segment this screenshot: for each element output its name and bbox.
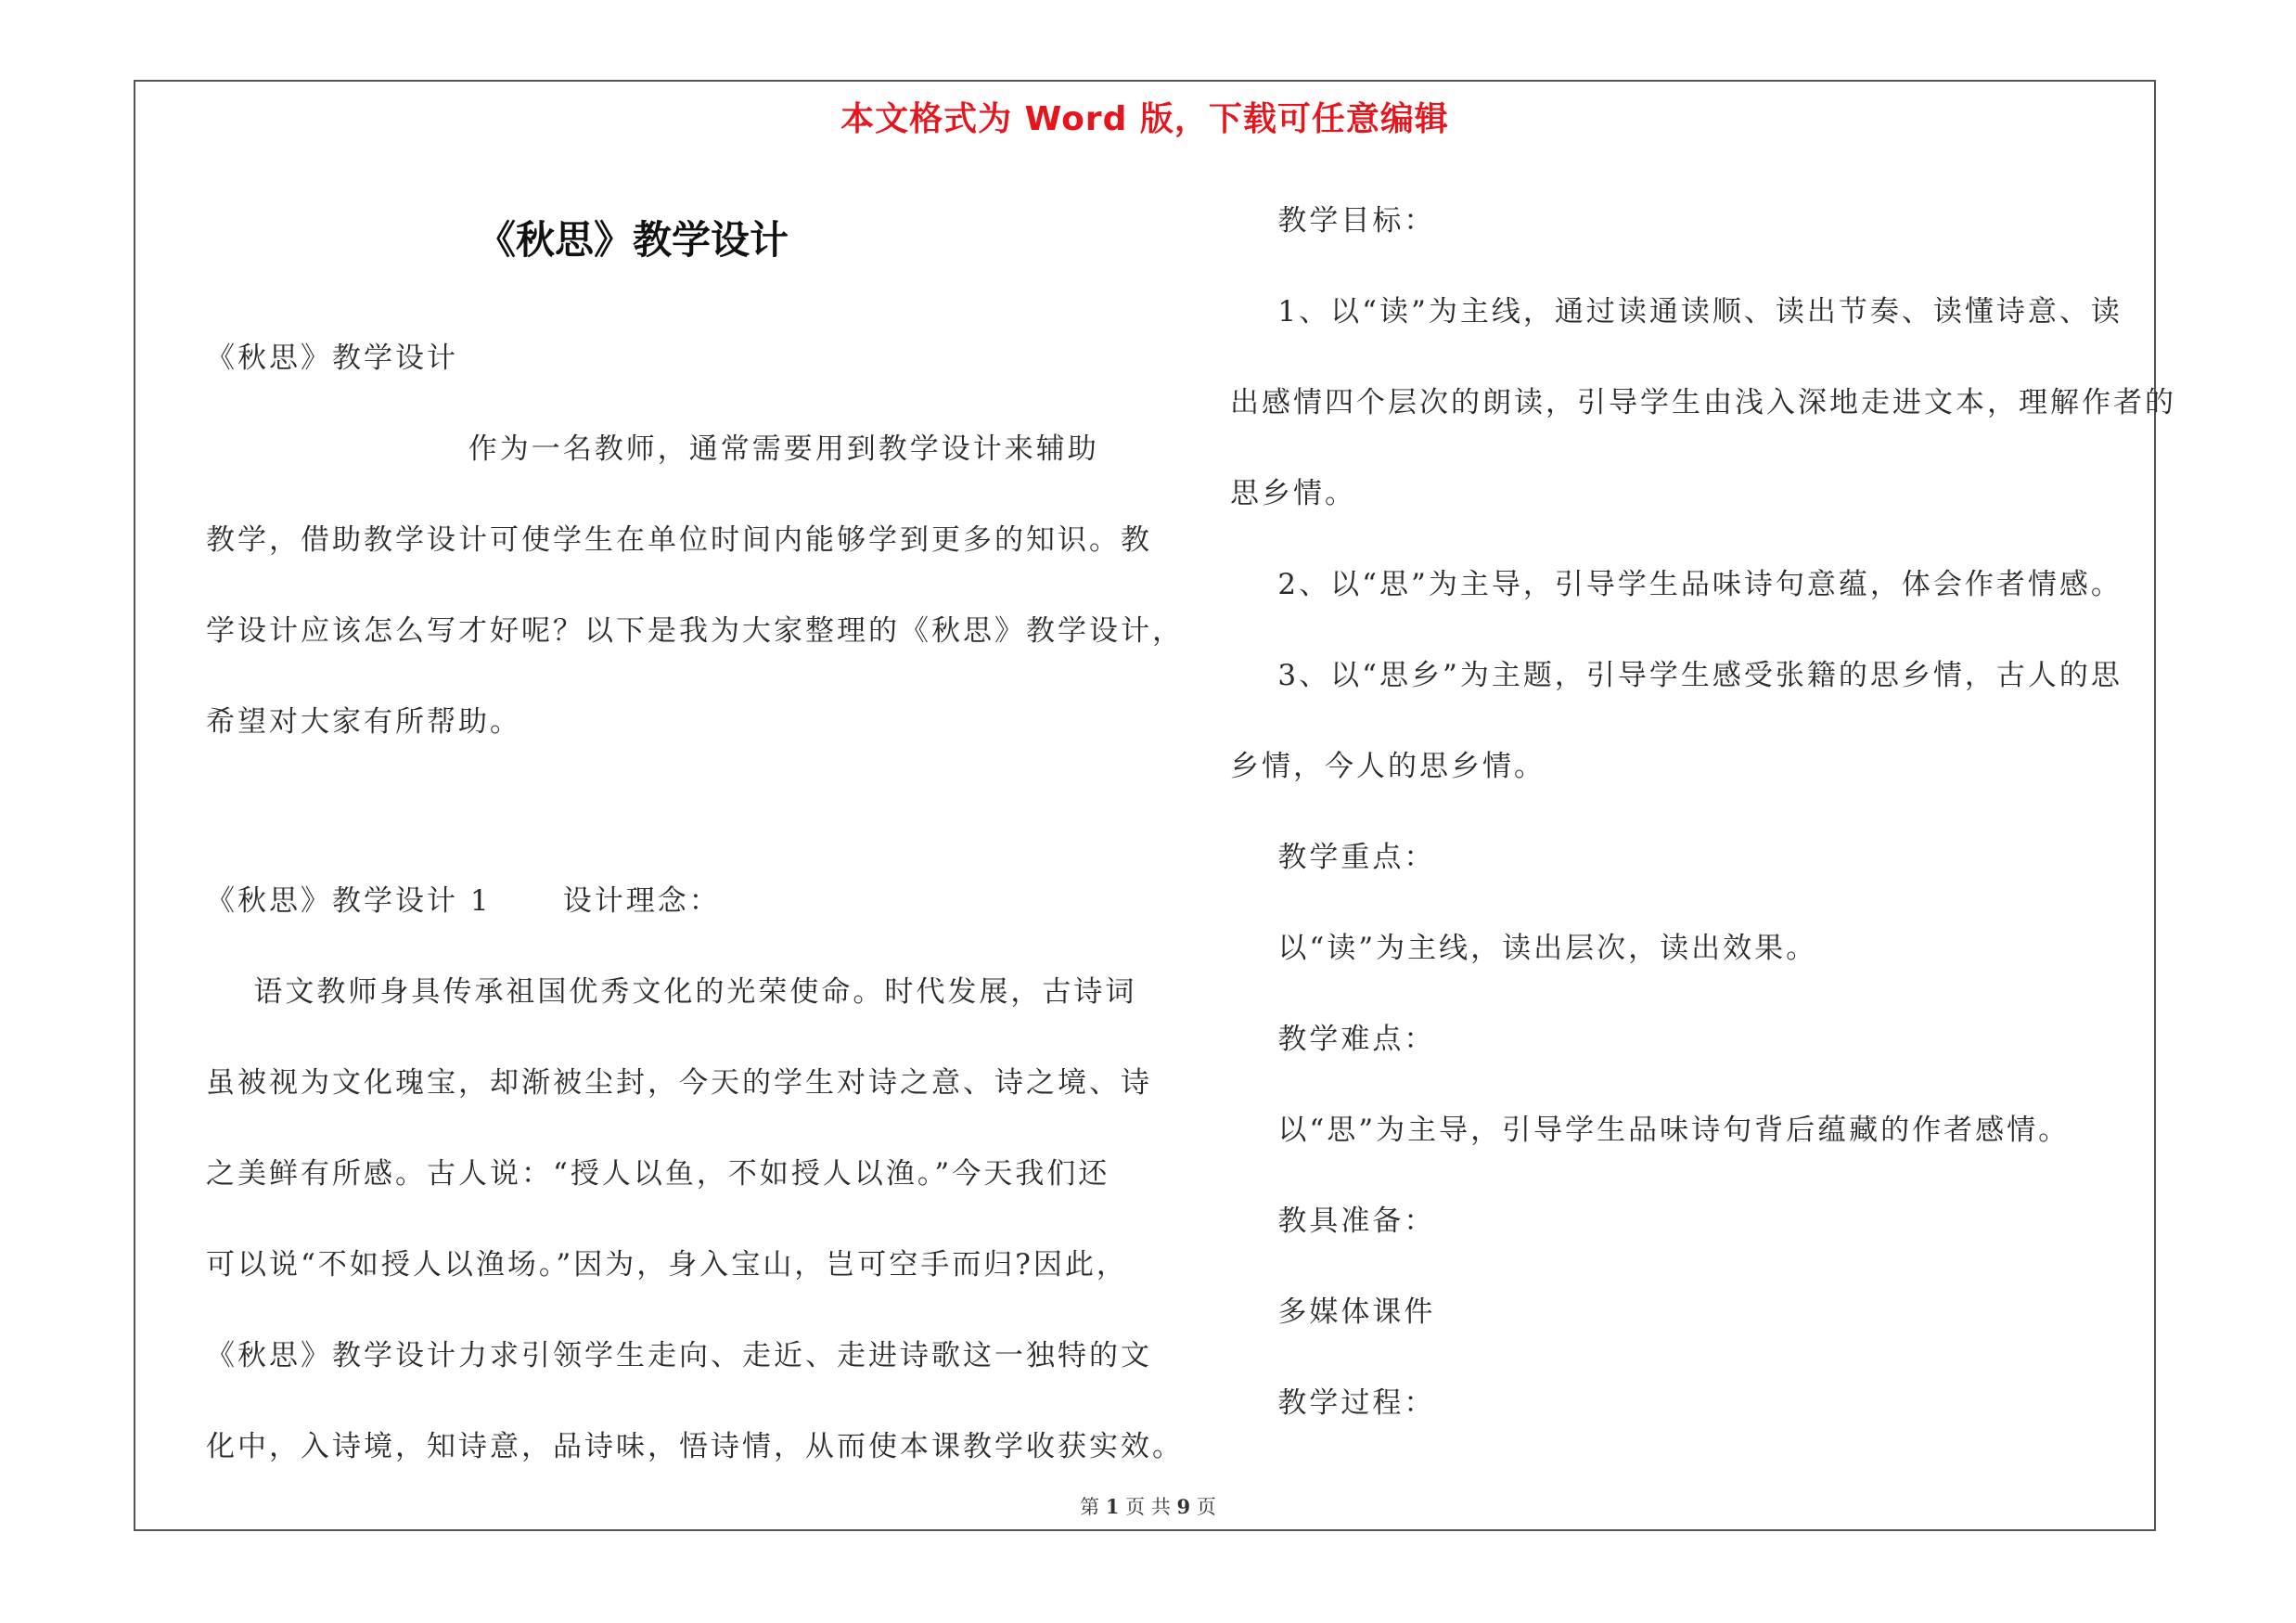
format-banner: 本文格式为 Word 版，下载可任意编辑 xyxy=(840,100,1449,138)
right-text-line: 多媒体课件 xyxy=(1230,1295,1436,1329)
right-text-line: 出感情四个层次的朗读，引导学生由浅入深地走进文本，理解作者的 xyxy=(1230,386,2176,419)
left-text-line: 希望对大家有所帮助。 xyxy=(206,705,521,739)
footer-prefix: 第 xyxy=(1080,1496,1100,1518)
left-text-line: 可以说“不如授人以渔场。”因为，身入宝山，岂可空手而归?因此， xyxy=(206,1248,1128,1282)
left-text-line: 虽被视为文化瑰宝，却渐被尘封，今天的学生对诗之意、诗之境、诗 xyxy=(206,1066,1152,1100)
left-text-line: 《秋思》教学设计 1 设计理念： xyxy=(206,884,721,918)
left-text-line: 学设计应该怎么写才好呢？以下是我为大家整理的《秋思》教学设计， xyxy=(206,614,1184,648)
right-text-line: 1、以“读”为主线，通过读通读顺、读出节奏、读懂诗意、读 xyxy=(1230,295,2123,328)
left-text-line: 《秋思》教学设计力求引领学生走向、走近、走进诗歌这一独特的文 xyxy=(206,1339,1152,1372)
right-text-line: 3、以“思乡”为主题，引导学生感受张籍的思乡情，古人的思 xyxy=(1230,659,2123,692)
footer-total-pages: 9 xyxy=(1176,1495,1191,1518)
right-text-line: 教学难点： xyxy=(1230,1023,1436,1056)
left-text-line: 之美鲜有所感。古人说：“授人以鱼，不如授人以渔。”今天我们还 xyxy=(206,1157,1110,1191)
left-text-line: 作为一名教师，通常需要用到教学设计来辅助 xyxy=(206,432,1099,466)
right-text-line: 教学目标： xyxy=(1230,204,1436,238)
document-title: 《秋思》教学设计 xyxy=(477,217,789,263)
left-text-line: 教学，借助教学设计可使学生在单位时间内能够学到更多的知识。教 xyxy=(206,523,1152,557)
right-text-line: 教学重点： xyxy=(1230,841,1436,874)
right-text-line: 教学过程： xyxy=(1230,1386,1436,1420)
page-footer xyxy=(0,1492,2296,1520)
left-text-line: 《秋思》教学设计 xyxy=(206,341,458,375)
right-text-line: 2、以“思”为主导，引导学生品味诗句意蕴，体会作者情感。 xyxy=(1230,568,2123,601)
right-text-line: 教具准备： xyxy=(1230,1204,1436,1238)
left-text-line: 语文教师身具传承祖国优秀文化的光荣使命。时代发展，古诗词 xyxy=(206,975,1137,1009)
footer-suffix: 页 xyxy=(1196,1496,1216,1518)
right-text-line: 乡情，今人的思乡情。 xyxy=(1230,750,1546,783)
right-text-line: 思乡情。 xyxy=(1230,477,1356,510)
right-text-line: 以“思”为主导，引导学生品味诗句背后蕴藏的作者感情。 xyxy=(1230,1114,2071,1147)
footer-mid: 页 共 xyxy=(1125,1496,1171,1518)
left-text-line: 化中，入诗境，知诗意，品诗味，悟诗情，从而使本课教学收获实效。 xyxy=(206,1430,1184,1463)
footer-page-number: 1 xyxy=(1105,1495,1120,1518)
right-text-line: 以“读”为主线，读出层次，读出效果。 xyxy=(1230,932,1818,965)
